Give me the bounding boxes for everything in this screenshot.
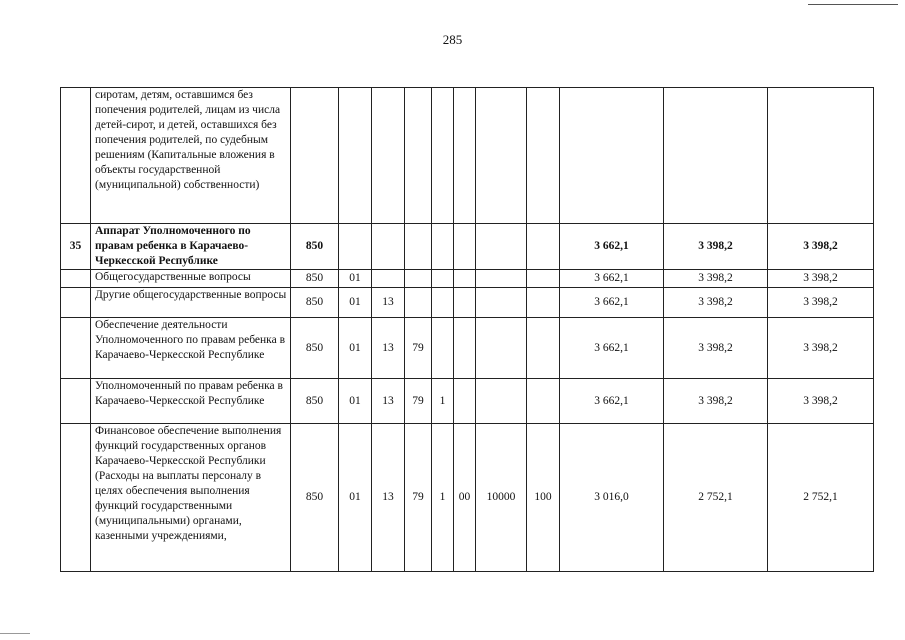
amount-year-1: 3 662,1 xyxy=(560,224,664,270)
subsection-code xyxy=(372,224,405,270)
expense-type-code: 100 xyxy=(527,424,560,572)
scan-edge-line xyxy=(0,633,30,634)
table-row xyxy=(61,270,874,288)
program-code xyxy=(405,270,432,288)
table-row xyxy=(61,424,874,572)
section-code xyxy=(339,224,372,270)
event-code xyxy=(454,270,476,288)
event-code xyxy=(454,224,476,270)
ved-code: 850 xyxy=(291,224,339,270)
row-name: Общегосударственные вопросы xyxy=(91,270,291,288)
row-name: Уполномоченный по правам ребенка в Карачаево-Черкесской Республике xyxy=(91,379,291,424)
amount-year-3: 3 398,2 xyxy=(768,224,874,270)
amount-year-1: 3 662,1 xyxy=(560,288,664,318)
row-number xyxy=(61,318,91,379)
ved-code: 850 xyxy=(291,424,339,572)
amount-year-1: 3 662,1 xyxy=(560,270,664,288)
amount-year-1 xyxy=(560,88,664,224)
amount-year-3: 3 398,2 xyxy=(768,288,874,318)
row-number xyxy=(61,88,91,224)
subprogram-code xyxy=(432,270,454,288)
subprogram-code xyxy=(432,288,454,318)
subprogram-code xyxy=(432,318,454,379)
subprogram-code xyxy=(432,88,454,224)
subsection-code: 13 xyxy=(372,318,405,379)
program-code: 79 xyxy=(405,379,432,424)
direction-code xyxy=(476,379,527,424)
direction-code xyxy=(476,318,527,379)
amount-year-1: 3 662,1 xyxy=(560,379,664,424)
amount-year-1: 3 662,1 xyxy=(560,318,664,379)
table-row xyxy=(61,88,874,224)
amount-year-2: 3 398,2 xyxy=(664,379,768,424)
amount-year-3 xyxy=(768,88,874,224)
event-code xyxy=(454,88,476,224)
row-name: Финансовое обеспечение выполнения функций государственных органов Карачаево-Черкесской Республики (Расходы на выплаты персоналу в целях обеспечения выполнения функций государственными (муниципальными) органами, казенными учреждениями, xyxy=(91,424,291,572)
table-row xyxy=(61,318,874,379)
row-number xyxy=(61,270,91,288)
subprogram-code: 1 xyxy=(432,379,454,424)
amount-year-2: 3 398,2 xyxy=(664,270,768,288)
subsection-code xyxy=(372,88,405,224)
amount-year-2: 2 752,1 xyxy=(664,424,768,572)
event-code: 00 xyxy=(454,424,476,572)
row-number xyxy=(61,424,91,572)
direction-code xyxy=(476,224,527,270)
section-code: 01 xyxy=(339,270,372,288)
event-code xyxy=(454,288,476,318)
scan-edge-line xyxy=(808,4,898,5)
row-name: сиротам, детям, оставшимся без попечения родителей, лицам из числа детей-сирот, и детей, оставшихся без попечения родителей, по судебным решениям (Капитальные вложения в объекты государственной (муниципальной) собственности) xyxy=(91,88,291,224)
section-code: 01 xyxy=(339,318,372,379)
ved-code xyxy=(291,88,339,224)
subprogram-code xyxy=(432,224,454,270)
event-code xyxy=(454,379,476,424)
ved-code: 850 xyxy=(291,379,339,424)
amount-year-3: 2 752,1 xyxy=(768,424,874,572)
amount-year-3: 3 398,2 xyxy=(768,318,874,379)
expense-type-code xyxy=(527,88,560,224)
amount-year-2 xyxy=(664,88,768,224)
ved-code: 850 xyxy=(291,318,339,379)
ved-code: 850 xyxy=(291,288,339,318)
direction-code xyxy=(476,88,527,224)
event-code xyxy=(454,318,476,379)
expense-type-code xyxy=(527,288,560,318)
expense-type-code xyxy=(527,318,560,379)
program-code: 79 xyxy=(405,424,432,572)
expense-type-code xyxy=(527,270,560,288)
program-code: 79 xyxy=(405,318,432,379)
amount-year-2: 3 398,2 xyxy=(664,224,768,270)
subprogram-code: 1 xyxy=(432,424,454,572)
subsection-code xyxy=(372,270,405,288)
amount-year-1: 3 016,0 xyxy=(560,424,664,572)
amount-year-3: 3 398,2 xyxy=(768,379,874,424)
direction-code xyxy=(476,270,527,288)
budget-table xyxy=(60,87,874,572)
table-row xyxy=(61,379,874,424)
expense-type-code xyxy=(527,224,560,270)
ved-code: 850 xyxy=(291,270,339,288)
row-name: Аппарат Уполномоченного по правам ребенка в Карачаево-Черкесской Республике xyxy=(91,224,291,270)
subsection-code: 13 xyxy=(372,424,405,572)
program-code xyxy=(405,288,432,318)
expense-type-code xyxy=(527,379,560,424)
row-number: 35 xyxy=(61,224,91,270)
amount-year-3: 3 398,2 xyxy=(768,270,874,288)
section-code: 01 xyxy=(339,424,372,572)
section-code: 01 xyxy=(339,379,372,424)
subsection-code: 13 xyxy=(372,288,405,318)
row-name: Другие общегосударственные вопросы xyxy=(91,288,291,318)
direction-code xyxy=(476,288,527,318)
program-code xyxy=(405,88,432,224)
direction-code: 10000 xyxy=(476,424,527,572)
program-code xyxy=(405,224,432,270)
row-number xyxy=(61,379,91,424)
amount-year-2: 3 398,2 xyxy=(664,318,768,379)
amount-year-2: 3 398,2 xyxy=(664,288,768,318)
page-number: 285 xyxy=(442,32,463,47)
table-row xyxy=(61,288,874,318)
section-code xyxy=(339,88,372,224)
section-code: 01 xyxy=(339,288,372,318)
table-row xyxy=(61,224,874,270)
row-number xyxy=(61,288,91,318)
subsection-code: 13 xyxy=(372,379,405,424)
row-name: Обеспечение деятельности Уполномоченного по правам ребенка в Карачаево-Черкесской Республике xyxy=(91,318,291,379)
